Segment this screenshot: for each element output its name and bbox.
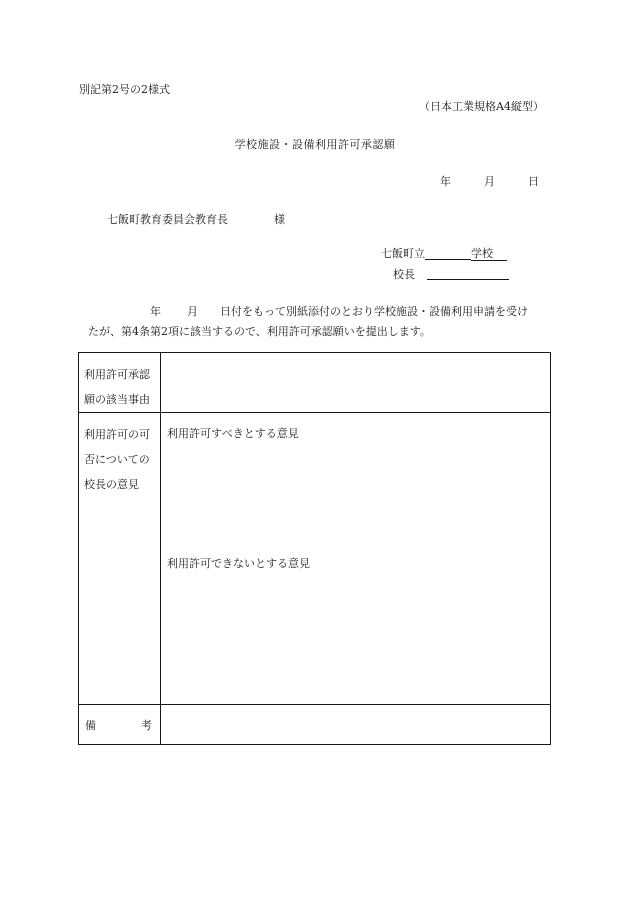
remarks-input-cell[interactable]	[161, 705, 551, 745]
table-row	[79, 353, 551, 413]
body-year: 年	[150, 305, 161, 318]
body-line-1	[150, 306, 528, 317]
reason-input-cell[interactable]	[161, 353, 551, 413]
opinion-input-cell[interactable]	[161, 413, 551, 705]
remarks-label-char-1: 備	[85, 719, 96, 732]
date-year: 年	[440, 175, 451, 188]
opinion-label-cell	[79, 413, 161, 705]
school-prefix: 七飯町立	[381, 247, 425, 260]
addressee-honorific: 様	[274, 213, 285, 226]
school-suffix: 学校	[471, 247, 507, 261]
reason-label-line-2: 願の該当事由	[84, 393, 150, 406]
form-number: 別記第2号の2様式	[79, 83, 170, 96]
addressee	[107, 214, 285, 225]
opinion-label-line-1: 利用許可の可	[84, 428, 150, 441]
remarks-label-cell	[79, 705, 161, 745]
form-table	[78, 352, 551, 745]
reason-label-cell	[79, 353, 161, 413]
remarks-label-char-2: 考	[141, 719, 152, 732]
opinion-positive: 利用許可すべきとする意見	[167, 427, 299, 440]
opinion-label-line-2: 否についての	[84, 453, 150, 466]
body-line-2: たが、第4条第2項に該当するので、利用許可承認願いを提出します。	[88, 325, 431, 338]
table-row	[79, 413, 551, 705]
body-month: 月	[187, 305, 198, 318]
principal-name-blank[interactable]	[427, 268, 509, 280]
document-title: 学校施設・設備利用許可承認願	[234, 138, 396, 151]
table-row	[79, 705, 551, 745]
date-day: 日	[528, 175, 539, 188]
school-name-blank[interactable]	[425, 248, 471, 260]
school-line	[381, 248, 507, 260]
date-month: 月	[484, 175, 495, 188]
date-line	[440, 176, 539, 187]
reason-label-line-1: 利用許可承認	[84, 368, 150, 381]
paper-spec: （日本工業規格A4縦型）	[419, 100, 544, 113]
principal-label: 校長	[393, 268, 415, 281]
addressee-name: 七飯町教育委員会教育長	[107, 213, 228, 226]
principal-line	[393, 268, 509, 280]
opinion-label-line-3: 校長の意見	[84, 478, 139, 491]
opinion-negative: 利用許可できないとする意見	[167, 557, 310, 570]
body-line1-rest: 日付をもって別紙添付のとおり学校施設・設備利用申請を受け	[220, 305, 528, 318]
